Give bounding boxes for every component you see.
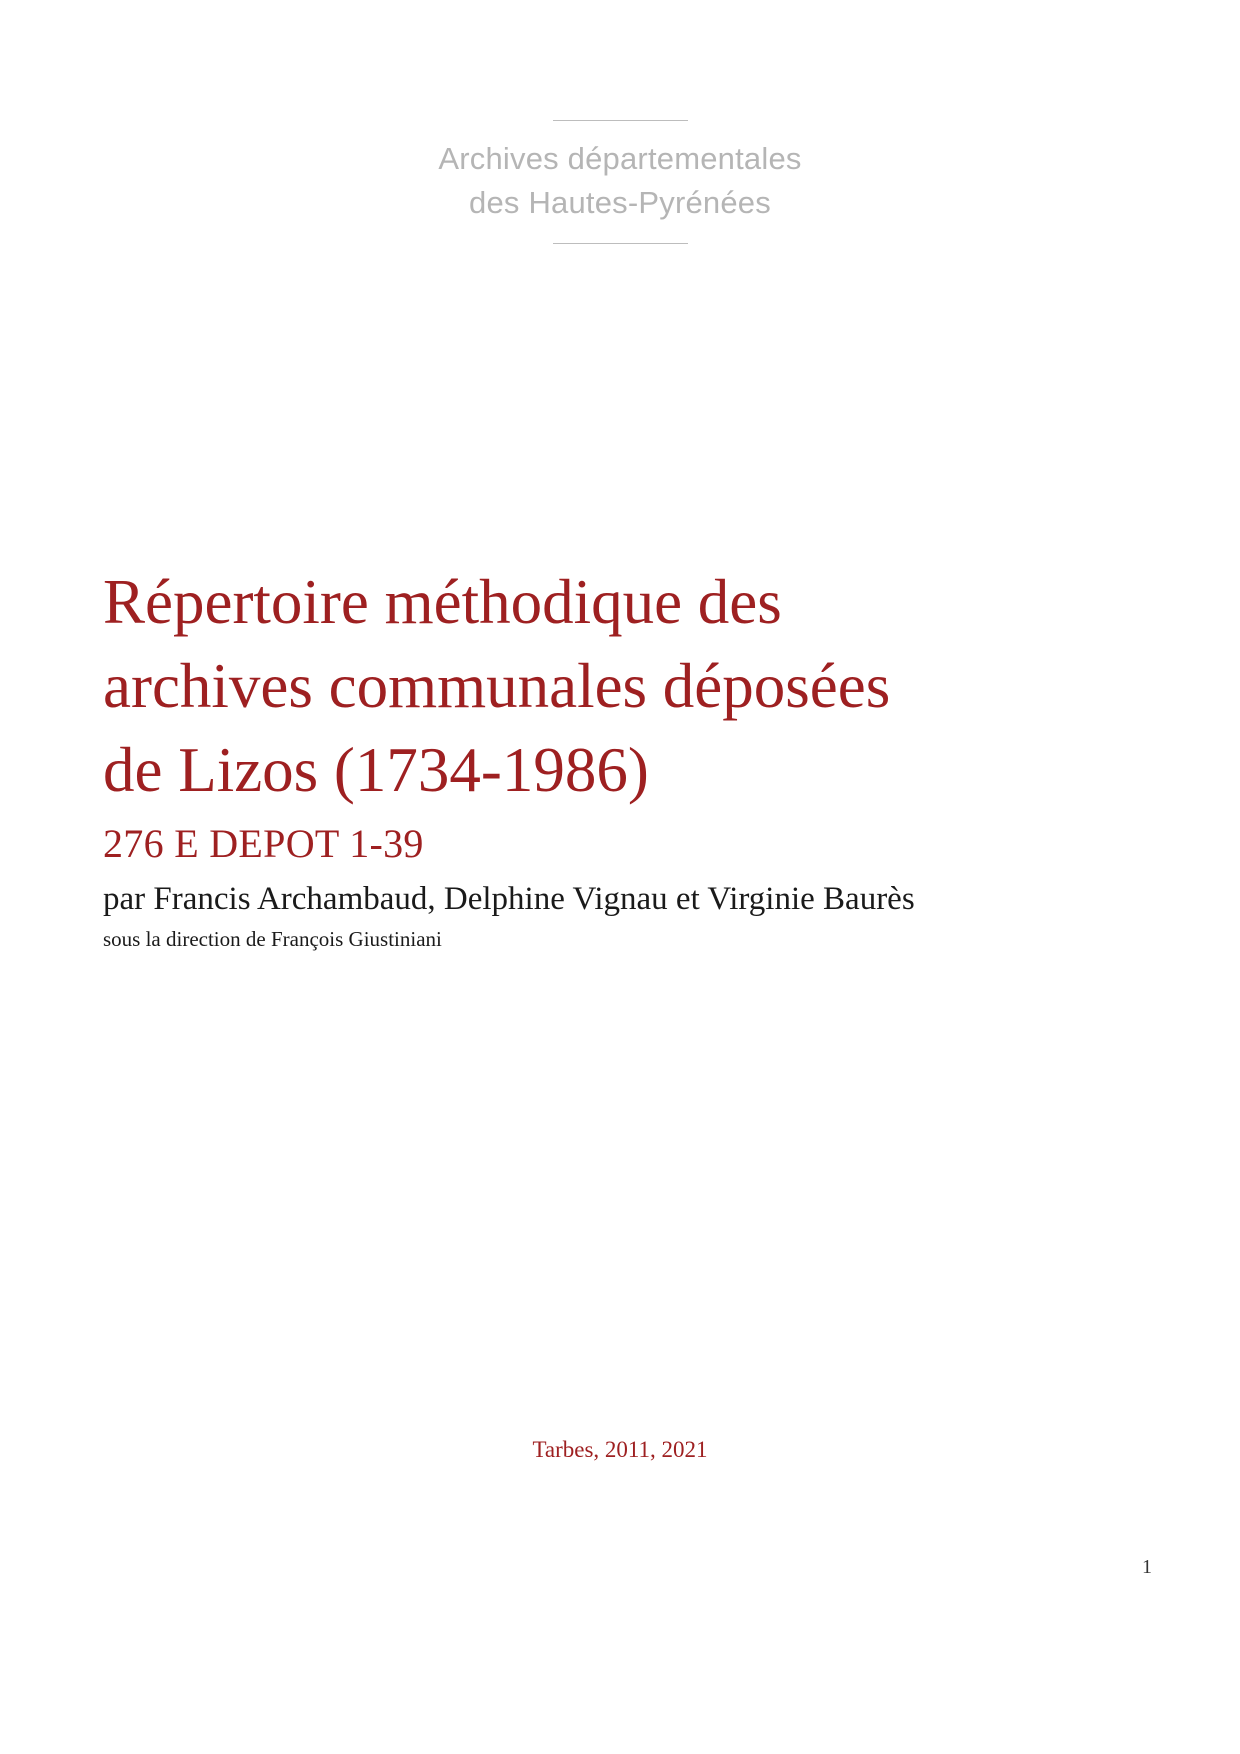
archive-reference: 276 E DEPOT 1-39 xyxy=(103,821,424,866)
institution-name-line2: des Hautes-Pyrénées xyxy=(469,185,771,220)
authors-line: par Francis Archambaud, Delphine Vignau et Virginie Baurès xyxy=(103,881,915,917)
header-divider-top xyxy=(553,120,688,121)
header-divider-bottom xyxy=(553,243,688,244)
page-number: 1 xyxy=(1142,1556,1152,1578)
direction-line: sous la direction de François Giustiniani xyxy=(103,927,442,951)
page-title: Répertoire méthodique des archives communales déposées de Lizos (1734-1986) xyxy=(103,567,891,805)
institution-header xyxy=(0,120,1240,244)
title-block xyxy=(103,560,1103,954)
place-and-date: Tarbes, 2011, 2021 xyxy=(532,1437,708,1462)
institution-name-line1: Archives départementales xyxy=(438,141,802,176)
